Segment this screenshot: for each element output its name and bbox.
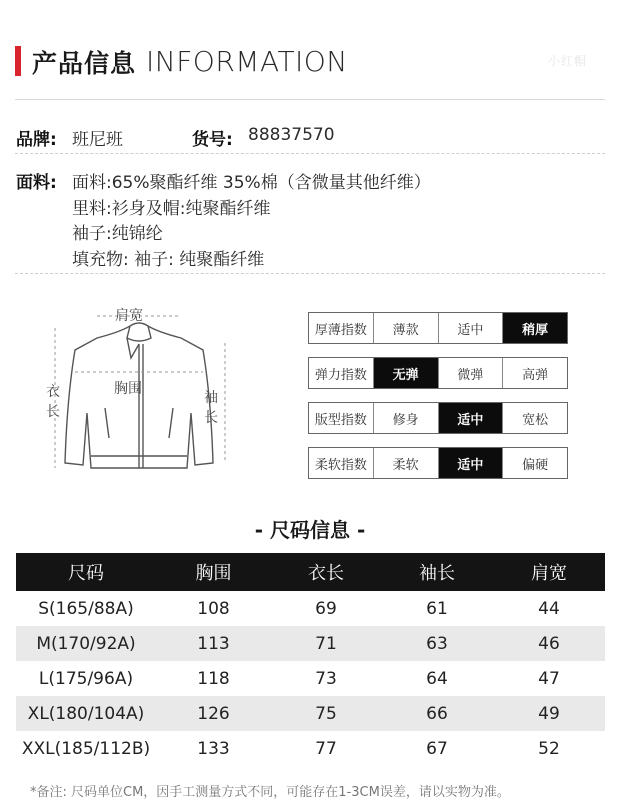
item-number-value: 88837570 <box>248 125 335 145</box>
brand-value: 班尼班 <box>72 130 123 150</box>
table-cell: L(175/96A) <box>38 668 134 689</box>
table-cell: 71 <box>315 633 337 654</box>
table-cell: 75 <box>315 703 337 724</box>
index-option: 柔软 <box>373 448 438 478</box>
table-cell: 108 <box>197 598 230 619</box>
table-row <box>16 661 605 696</box>
index-option: 修身 <box>373 403 438 433</box>
table-cell: 49 <box>538 703 560 724</box>
elasticity-index-row <box>308 357 568 389</box>
table-cell: 133 <box>197 738 230 759</box>
fabric-line: 填充物: 袖子: 纯聚酯纤维 <box>72 250 265 270</box>
header-divider <box>15 99 605 100</box>
index-name: 厚薄指数 <box>314 322 367 338</box>
table-cell: 44 <box>538 598 560 619</box>
index-option: 微弹 <box>438 358 503 388</box>
table-row <box>16 626 605 661</box>
chest-label: 胸围 <box>114 381 142 397</box>
table-cell: S(165/88A) <box>38 598 134 619</box>
fabric-line: 袖子:纯锦纶 <box>72 224 163 244</box>
table-cell: 64 <box>426 668 448 689</box>
index-option: 宽松 <box>502 403 567 433</box>
table-cell: XXL(185/112B) <box>21 738 151 759</box>
table-row <box>16 696 605 731</box>
table-cell: 73 <box>315 668 337 689</box>
index-option-selected: 无弹 <box>373 358 438 388</box>
page-title-english: INFORMATION <box>146 45 348 78</box>
table-cell: 67 <box>426 738 448 759</box>
sleeve-label: 袖长 <box>204 390 218 426</box>
column-header: 袖长 <box>419 563 455 584</box>
table-cell: 113 <box>197 633 230 654</box>
index-name: 柔软指数 <box>314 457 367 473</box>
softness-index-row <box>308 447 568 479</box>
thickness-index-row <box>308 312 568 344</box>
table-cell: XL(180/104A) <box>27 703 145 724</box>
table-cell: 126 <box>197 703 230 724</box>
brand-label: 品牌: <box>16 130 57 150</box>
index-option: 高弹 <box>502 358 567 388</box>
index-name: 版型指数 <box>314 412 367 428</box>
divider <box>15 153 605 154</box>
table-cell: 118 <box>197 668 230 689</box>
size-table <box>16 553 605 766</box>
watermark: 小红帽 <box>548 54 588 68</box>
length-label: 衣长 <box>46 384 60 420</box>
fabric-line: 面料:65%聚酯纤维 35%棉（含微量其他纤维） <box>72 173 431 193</box>
table-row <box>16 591 605 626</box>
index-option: 适中 <box>438 313 503 343</box>
table-cell: 69 <box>315 598 337 619</box>
table-cell: 61 <box>426 598 448 619</box>
column-header: 胸围 <box>195 563 232 584</box>
index-name: 弹力指数 <box>314 367 367 383</box>
table-cell: 66 <box>426 703 448 724</box>
page-title: 产品信息 <box>32 49 137 78</box>
size-note: *备注: 尺码单位CM，因手工测量方式不同，可能存在1-3CM误差，请以实物为准。 <box>30 785 510 800</box>
fabric-line: 里料:衫身及帽:纯聚酯纤维 <box>72 199 271 219</box>
header-accent-bar <box>15 46 21 76</box>
divider <box>15 273 605 274</box>
table-cell: 47 <box>538 668 560 689</box>
index-option-selected: 适中 <box>438 403 503 433</box>
table-header-row <box>16 553 605 591</box>
column-header: 尺码 <box>68 563 104 584</box>
index-option: 薄款 <box>373 313 438 343</box>
index-option-selected: 稍厚 <box>502 313 567 343</box>
column-header: 衣长 <box>308 563 344 584</box>
index-option-selected: 适中 <box>438 448 503 478</box>
table-cell: 77 <box>315 738 337 759</box>
shoulder-width-label: 肩宽 <box>115 308 143 324</box>
size-section-title: - 尺码信息 - <box>254 518 366 542</box>
column-header: 肩宽 <box>531 563 567 584</box>
table-cell: 46 <box>538 633 560 654</box>
table-cell: M(170/92A) <box>36 633 136 654</box>
fabric-label: 面料: <box>16 173 57 193</box>
fit-index-row <box>308 402 568 434</box>
table-cell: 52 <box>538 738 560 759</box>
item-number-label: 货号: <box>192 130 233 150</box>
index-option: 偏硬 <box>502 448 567 478</box>
table-row <box>16 731 605 766</box>
table-cell: 63 <box>426 633 448 654</box>
